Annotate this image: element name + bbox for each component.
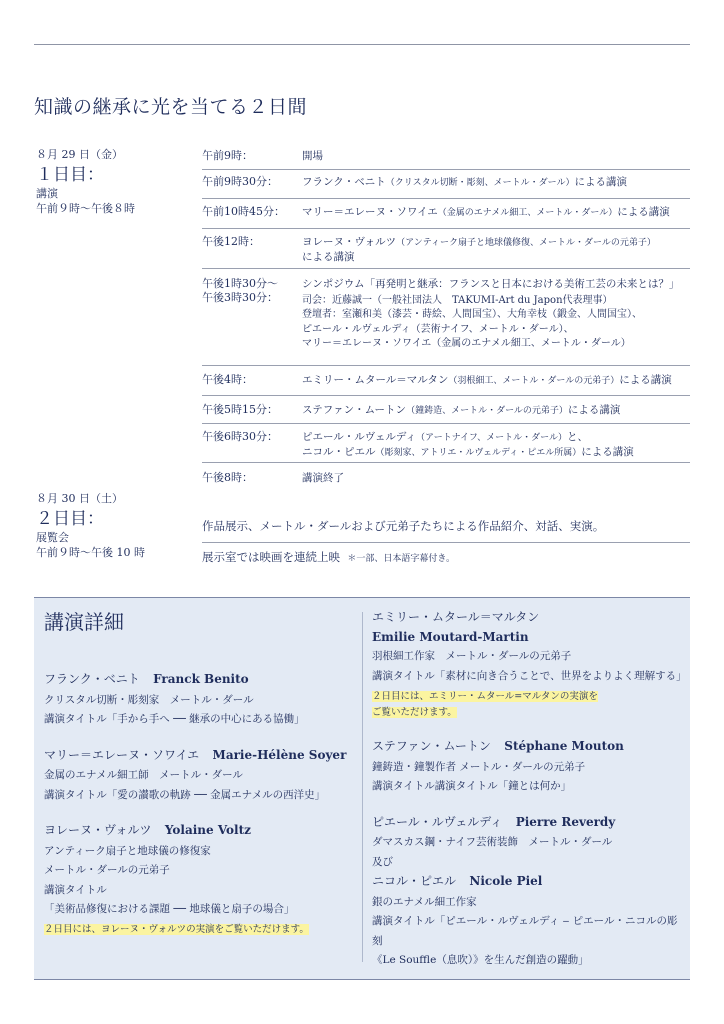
speaker-line: 銀のエナメル細工作家 — [372, 895, 477, 908]
schedule-desc: ステファン・ムートン（鐘鋳造、メートル・ダールの元弟子）による講演 — [302, 404, 621, 416]
lecture-details-panel — [34, 597, 690, 980]
schedule-row-symposium — [202, 269, 690, 366]
speaker-name-jp: ニコル・ピエル — [372, 874, 457, 888]
schedule-time: 午後8時： — [202, 471, 253, 484]
speaker-name-jp: マリー＝エレーヌ・ソワイエ — [44, 747, 200, 762]
day2-hours: 午前９時〜午後 10 時 — [36, 546, 145, 559]
page-title: 知識の継承に光を当てる２日間 — [34, 96, 308, 118]
demo-note: ２日目には、ヨレーヌ・ヴォルツの実演をご覧いただけます。 — [44, 923, 309, 935]
schedule-time: 午後5時15分： — [202, 403, 278, 416]
day2-date: ８月 30 日（土） — [36, 492, 123, 505]
schedule-row — [202, 146, 690, 170]
speaker-line: 金属のエナメル細工師 メートル・ダール — [44, 769, 243, 781]
speaker-block — [44, 746, 356, 806]
schedule-row — [202, 366, 690, 396]
schedule-time: 午後4時： — [202, 373, 253, 386]
speaker-name-en: Nicole Piel — [469, 874, 543, 888]
schedule-desc: フランク・ベニト（クリスタル切断・彫刻、メートル・ダール）による講演 — [302, 176, 627, 188]
schedule-time: 午後12時： — [202, 235, 260, 248]
speaker-name-jp: ピエール・ルヴェルディ — [372, 814, 503, 829]
speaker-line: 及び — [372, 855, 393, 868]
day2-type: 展覧会 — [36, 531, 69, 544]
demo-note: ご覧いただけます。 — [372, 707, 457, 718]
schedule-desc: エミリー・ムタール＝マルタン（羽根細工、メートル・ダールの元弟子）による講演 — [302, 374, 672, 386]
schedule-desc: ヨレーヌ・ヴォルツ（アンティーク扇子と地球儀修復、メートル・ダールの元弟子） による講演 — [302, 236, 656, 263]
speaker-line: アンティーク扇子と地球儀の修復家 — [44, 844, 211, 857]
schedule-row — [202, 463, 690, 491]
top-rule — [34, 44, 690, 45]
day1-label: １日目： — [36, 165, 104, 185]
schedule-desc: 開場 — [302, 150, 323, 162]
schedule-time: 午前9時： — [202, 149, 253, 162]
speaker-line: ダマスカス鋼・ナイフ芸術装飾 メートル・ダール — [372, 836, 613, 848]
demo-note: ２日目には、エミリー・ムタール=マルタンの実演を — [372, 691, 598, 702]
speaker-block — [372, 737, 686, 797]
schedule-time: 午後1時30分〜 午後3時30分： — [202, 277, 278, 304]
speaker-block — [372, 813, 686, 971]
speaker-block — [44, 821, 356, 939]
column-divider — [362, 612, 363, 962]
speaker-name-en: Yolaine Voltz — [164, 823, 251, 837]
speaker-block — [44, 670, 356, 730]
speaker-name-en: Franck Benito — [153, 672, 249, 686]
speaker-line: 「美術品修復における課題 ── 地球儀と扇子の場合」 — [44, 903, 295, 915]
day2-line1: 作品展示、メートル・ダールおよび元弟子たちによる作品紹介、対話、実演。 — [202, 514, 690, 543]
day1-hours: 午前９時〜午後８時 — [36, 202, 135, 215]
day2-label: ２日目： — [36, 509, 104, 529]
day2-info — [36, 491, 145, 560]
speaker-line: メートル・ダールの元弟子 — [44, 864, 170, 876]
schedule-row — [202, 199, 690, 229]
schedule-desc: シンポジウム「再発明と継承：フランスと日本における美術工芸の未来とは？」 司会：近藤誠一（一般社団法人 TAKUMI-Art du Japon代表理事） 登壇者：室瀬和美（漆芸・蒔絵、人間国宝）、大角幸枝（鍛金、人間国宝）、 ピエール・ルヴェルディ（芸術ナイフ、メートル・ダール）、 マリー＝エレーヌ・ソワイエ（金属のエナメル細工、メートル・ダール） — [302, 278, 680, 349]
speaker-name-en: Marie-Hélène Soyer — [212, 747, 347, 762]
speaker-line: 羽根細工作家 メートル・ダールの元弟子 — [372, 650, 572, 662]
speaker-name-en: Pierre Reverdy — [515, 814, 616, 829]
speaker-line: 講演タイトル — [44, 883, 107, 896]
schedule-desc: ピエール・ルヴェルディ（アートナイフ、メートル・ダール）と、 ニコル・ピエル（彫刻家、アトリエ・ルヴェルディ・ピエル所属）による講演 — [302, 431, 634, 458]
day1-schedule — [202, 146, 690, 491]
speaker-name-jp: ヨレーヌ・ヴォルツ — [44, 823, 152, 837]
day1-type: 講演 — [36, 187, 58, 200]
details-left-column — [44, 608, 356, 939]
speaker-line: 講演タイトル「ピエール・ルヴェルディ ‒ ピエール・ニコルの彫刻 — [372, 915, 678, 947]
schedule-row — [202, 396, 690, 424]
speaker-name-jp: エミリー・ムタール＝マルタン — [372, 610, 540, 624]
day2-description — [202, 514, 690, 565]
schedule-row — [202, 424, 690, 463]
speaker-name-jp: ステファン・ムートン — [372, 739, 491, 753]
details-heading: 講演詳細 — [44, 610, 124, 634]
schedule-row — [202, 229, 690, 269]
speaker-line: 講演タイトル講演タイトル「鐘とは何か」 — [372, 780, 572, 792]
speaker-name-en: Stéphane Mouton — [504, 739, 624, 753]
speaker-name-en: Emilie Moutard-Martin — [372, 629, 529, 644]
speaker-line: クリスタル切断・彫刻家 メートル・ダール — [44, 693, 254, 706]
day2-line2: 展示室では映画を連続上映 ＊一部、日本語字幕付き。 — [202, 550, 455, 564]
day1-info — [36, 147, 135, 216]
speaker-line: 講演タイトル「愛の讃歌の軌跡 ── 金属エナメルの西洋史」 — [44, 788, 326, 801]
speaker-name-jp: フランク・ベニト — [44, 672, 140, 686]
speaker-line: 講演タイトル「素材に向き合うことで、世界をよりよく理解する」 — [372, 669, 687, 682]
schedule-time: 午前9時30分： — [202, 175, 278, 188]
details-right-column — [372, 608, 686, 971]
speaker-block — [372, 608, 686, 721]
speaker-line: 講演タイトル「手から手へ ── 継承の中心にある協働」 — [44, 713, 305, 725]
schedule-row — [202, 170, 690, 199]
day1-date: ８月 29 日（金） — [36, 148, 123, 161]
schedule-desc: マリー＝エレーヌ・ソワイエ（金属のエナメル細工、メートル・ダール）による講演 — [302, 206, 670, 218]
schedule-time: 午前10時45分： — [202, 205, 285, 218]
schedule-time: 午後6時30分： — [202, 430, 278, 443]
speaker-line: 鐘鋳造・鐘製作者 メートル・ダールの元弟子 — [372, 760, 586, 773]
speaker-line: 《Le Souffle（息吹）》を生んだ創造の躍動」 — [372, 954, 589, 966]
schedule-desc: 講演終了 — [302, 472, 344, 484]
